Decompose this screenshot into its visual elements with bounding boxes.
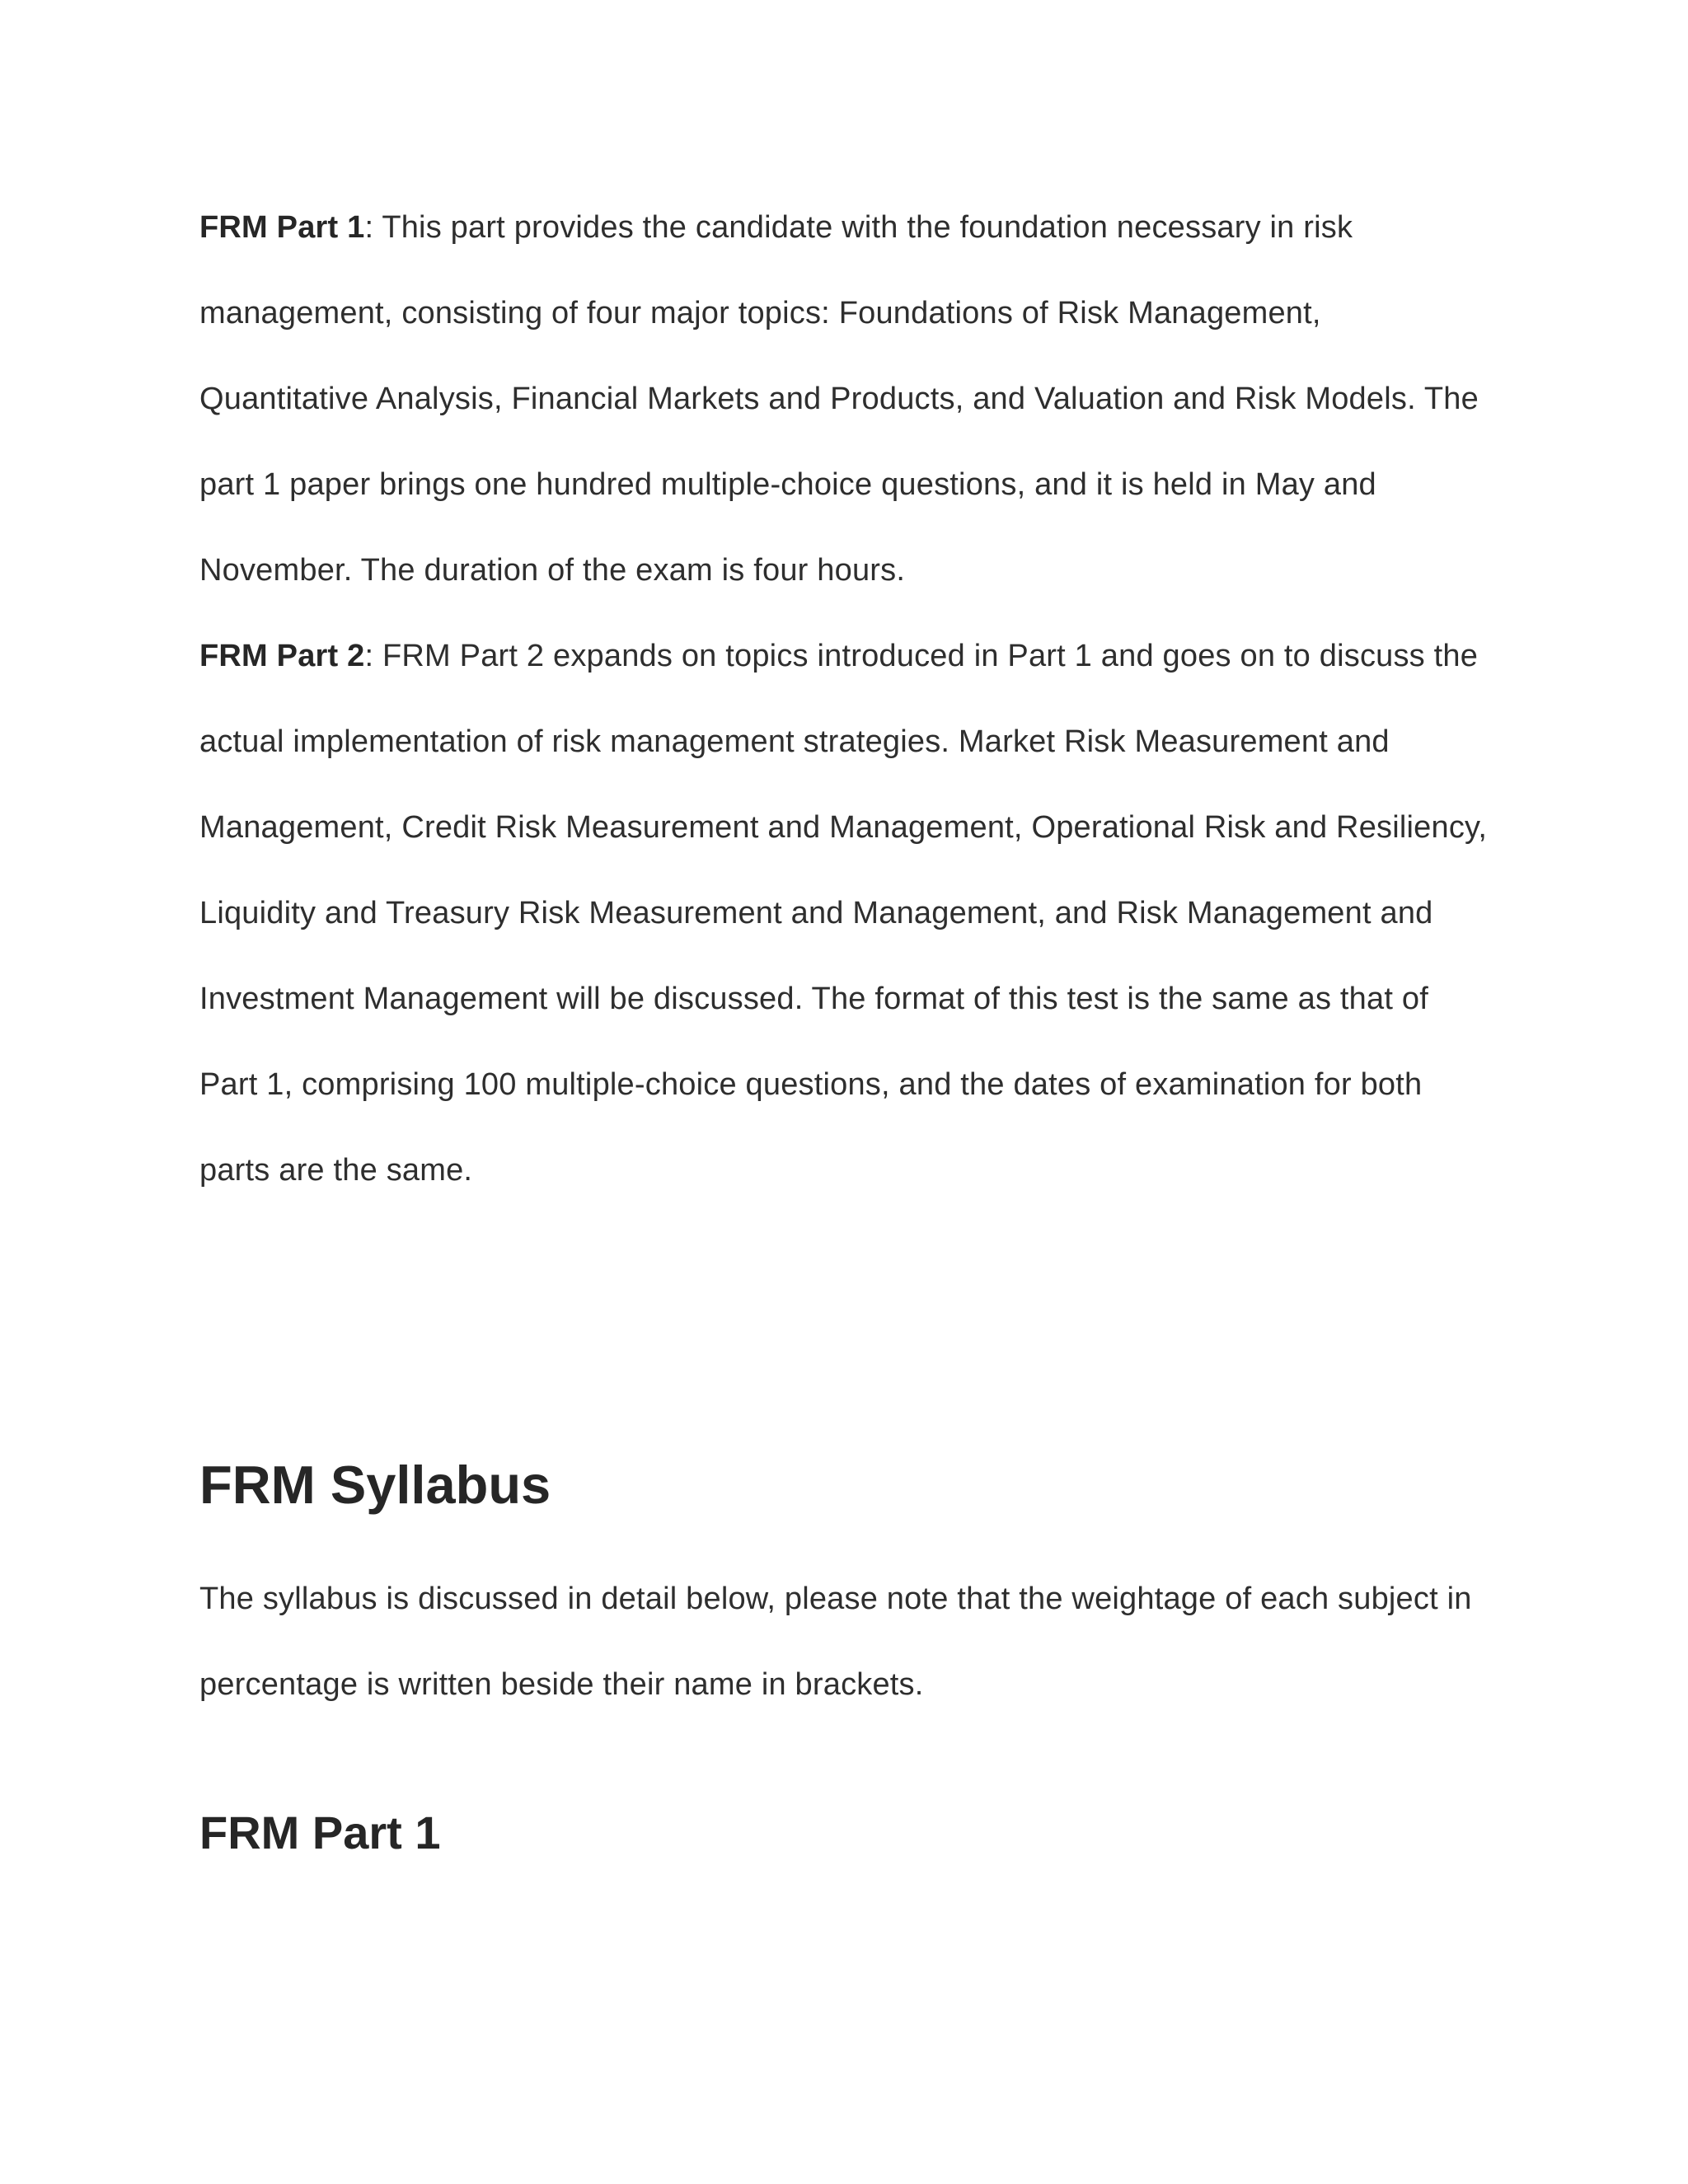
part2-text: : FRM Part 2 expands on topics introduced in Part 1 and goes on to discuss the actual implementation of risk management strategies. Market Risk Measurement and Management, Credit Risk Measurement and Management, Operational Risk and Resiliency, Liquidity and Treasury Risk Measurement and Management, and Risk Management and Investment Management will be discussed. The format of this test is the same as that of Part 1, comprising 100 multiple-choice questions, and the dates of examination for both parts are the same. — [199, 639, 1488, 1188]
part2-paragraph — [199, 613, 1489, 1213]
syllabus-intro-paragraph: The syllabus is discussed in detail below, please note that the weightage of each subject in percentage is written beside their name in brackets. — [199, 1582, 1472, 1702]
syllabus-intro-section — [199, 1556, 1489, 1727]
part1-heading: FRM Part 1 — [199, 1807, 441, 1858]
part1-text: : This part provides the candidate with the foundation necessary in risk management, consisting of four major topics: Foundations of Risk Management, Quantitative Analysis, Financial Markets and Products, and Valuation and Risk Models. The part 1 paper brings one hundred multiple-choice questions, and it is held in May and November. The duration of the exam is four hours. — [199, 210, 1479, 588]
part1-label: FRM Part 1 — [199, 210, 365, 245]
part1-paragraph — [199, 185, 1489, 613]
syllabus-heading: FRM Syllabus — [199, 1455, 551, 1515]
part2-label: FRM Part 2 — [199, 639, 365, 673]
intro-section — [199, 185, 1489, 1213]
